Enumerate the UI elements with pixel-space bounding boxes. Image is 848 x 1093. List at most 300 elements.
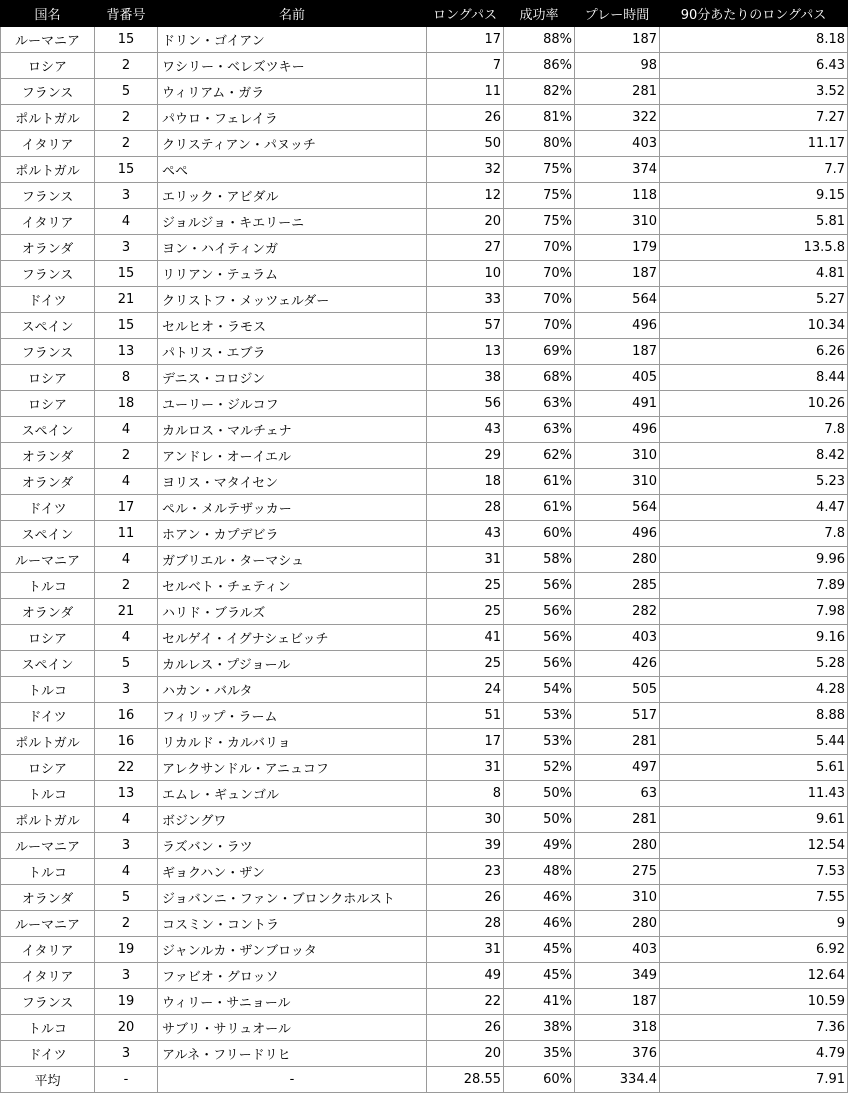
cell-long-passes-per-90: 5.27 [660,287,848,313]
cell-long-passes: 13 [427,339,504,365]
cell-play-time: 497 [575,755,660,781]
cell-country: ロシア [1,391,95,417]
cell-number: 3 [95,833,158,859]
cell-long-passes-per-90: 10.59 [660,989,848,1015]
cell-number: 21 [95,599,158,625]
cell-success-rate: 75% [504,157,575,183]
cell-long-passes: 26 [427,885,504,911]
average-name: - [158,1067,427,1093]
cell-country: ルーマニア [1,27,95,53]
average-label: 平均 [1,1067,95,1093]
table-row [1,547,848,573]
cell-long-passes: 25 [427,651,504,677]
cell-play-time: 98 [575,53,660,79]
cell-name: エリック・アビダル [158,183,427,209]
cell-play-time: 505 [575,677,660,703]
cell-country: オランダ [1,885,95,911]
cell-name: ウィリー・サニョール [158,989,427,1015]
cell-name: エムレ・ギュンゴル [158,781,427,807]
cell-long-passes: 17 [427,729,504,755]
cell-play-time: 187 [575,339,660,365]
cell-name: クリストフ・メッツェルダー [158,287,427,313]
cell-success-rate: 49% [504,833,575,859]
cell-number: 2 [95,105,158,131]
cell-long-passes-per-90: 11.17 [660,131,848,157]
cell-country: スペイン [1,521,95,547]
cell-success-rate: 63% [504,417,575,443]
cell-success-rate: 62% [504,443,575,469]
cell-number: 3 [95,1041,158,1067]
header-long-passes-per-90: 90分あたりのロングパス [660,1,848,27]
cell-number: 19 [95,989,158,1015]
cell-play-time: 280 [575,911,660,937]
table-row [1,27,848,53]
cell-name: ホアン・カプデビラ [158,521,427,547]
cell-success-rate: 70% [504,313,575,339]
cell-country: イタリア [1,209,95,235]
table-row [1,625,848,651]
cell-play-time: 349 [575,963,660,989]
cell-number: 17 [95,495,158,521]
cell-name: ガブリエル・ターマシュ [158,547,427,573]
cell-long-passes: 11 [427,79,504,105]
header-number: 背番号 [95,1,158,27]
cell-success-rate: 56% [504,625,575,651]
cell-name: コスミン・コントラ [158,911,427,937]
cell-play-time: 496 [575,521,660,547]
table-row [1,131,848,157]
table-row [1,313,848,339]
table-row [1,729,848,755]
cell-long-passes: 27 [427,235,504,261]
cell-number: 16 [95,729,158,755]
cell-play-time: 310 [575,209,660,235]
table-row [1,833,848,859]
cell-long-passes-per-90: 11.43 [660,781,848,807]
cell-long-passes: 20 [427,1041,504,1067]
cell-success-rate: 41% [504,989,575,1015]
cell-name: ギョクハン・ザン [158,859,427,885]
cell-name: ペペ [158,157,427,183]
cell-long-passes-per-90: 5.23 [660,469,848,495]
cell-success-rate: 45% [504,963,575,989]
cell-name: セルヒオ・ラモス [158,313,427,339]
cell-long-passes-per-90: 9.61 [660,807,848,833]
cell-success-rate: 60% [504,521,575,547]
cell-long-passes: 57 [427,313,504,339]
table-row [1,573,848,599]
cell-long-passes-per-90: 7.53 [660,859,848,885]
table-row [1,391,848,417]
cell-name: リリアン・テュラム [158,261,427,287]
table-row [1,469,848,495]
cell-number: 8 [95,365,158,391]
cell-long-passes: 26 [427,105,504,131]
cell-long-passes-per-90: 9.16 [660,625,848,651]
cell-long-passes-per-90: 8.88 [660,703,848,729]
cell-long-passes: 17 [427,27,504,53]
cell-success-rate: 70% [504,235,575,261]
cell-long-passes: 25 [427,573,504,599]
cell-long-passes: 26 [427,1015,504,1041]
cell-number: 3 [95,183,158,209]
cell-play-time: 187 [575,27,660,53]
cell-name: セルゲイ・イグナシェビッチ [158,625,427,651]
cell-success-rate: 50% [504,807,575,833]
cell-country: ポルトガル [1,105,95,131]
cell-long-passes: 31 [427,937,504,963]
table-row [1,521,848,547]
cell-long-passes: 43 [427,417,504,443]
cell-success-rate: 75% [504,183,575,209]
cell-country: ポルトガル [1,157,95,183]
cell-success-rate: 58% [504,547,575,573]
cell-name: クリスティアン・パヌッチ [158,131,427,157]
cell-country: ドイツ [1,495,95,521]
cell-long-passes: 31 [427,755,504,781]
cell-long-passes: 20 [427,209,504,235]
cell-name: デニス・コロジン [158,365,427,391]
cell-long-passes: 32 [427,157,504,183]
cell-long-passes: 10 [427,261,504,287]
cell-success-rate: 46% [504,885,575,911]
cell-success-rate: 35% [504,1041,575,1067]
cell-country: ドイツ [1,1041,95,1067]
table-row [1,79,848,105]
cell-country: イタリア [1,131,95,157]
cell-play-time: 179 [575,235,660,261]
cell-success-rate: 56% [504,573,575,599]
cell-long-passes-per-90: 7.7 [660,157,848,183]
table-row [1,183,848,209]
table-row [1,365,848,391]
cell-play-time: 281 [575,79,660,105]
cell-success-rate: 69% [504,339,575,365]
cell-name: パトリス・エブラ [158,339,427,365]
cell-play-time: 310 [575,443,660,469]
cell-number: 2 [95,131,158,157]
cell-number: 5 [95,651,158,677]
cell-long-passes-per-90: 7.55 [660,885,848,911]
cell-long-passes-per-90: 10.26 [660,391,848,417]
cell-number: 15 [95,27,158,53]
cell-name: アンドレ・オーイエル [158,443,427,469]
cell-long-passes-per-90: 4.79 [660,1041,848,1067]
cell-success-rate: 61% [504,495,575,521]
cell-success-rate: 54% [504,677,575,703]
cell-country: トルコ [1,573,95,599]
cell-long-passes-per-90: 7.27 [660,105,848,131]
cell-long-passes-per-90: 9.96 [660,547,848,573]
table-row [1,807,848,833]
cell-long-passes-per-90: 5.28 [660,651,848,677]
header-row [1,1,848,27]
cell-number: 13 [95,339,158,365]
cell-long-passes: 30 [427,807,504,833]
table-row [1,157,848,183]
cell-play-time: 280 [575,547,660,573]
cell-play-time: 403 [575,937,660,963]
cell-name: ヨリス・マタイセン [158,469,427,495]
cell-long-passes: 22 [427,989,504,1015]
cell-country: ロシア [1,53,95,79]
cell-country: イタリア [1,937,95,963]
cell-success-rate: 48% [504,859,575,885]
cell-country: ロシア [1,365,95,391]
cell-long-passes-per-90: 8.18 [660,27,848,53]
cell-play-time: 318 [575,1015,660,1041]
cell-success-rate: 46% [504,911,575,937]
average-long-passes-per-90: 7.91 [660,1067,848,1093]
cell-number: 3 [95,235,158,261]
cell-success-rate: 56% [504,599,575,625]
cell-long-passes-per-90: 4.81 [660,261,848,287]
cell-long-passes: 39 [427,833,504,859]
cell-country: スペイン [1,417,95,443]
table-row [1,1015,848,1041]
cell-long-passes: 29 [427,443,504,469]
cell-name: ウィリアム・ガラ [158,79,427,105]
cell-name: セルベト・チェティン [158,573,427,599]
table-row [1,209,848,235]
table-row [1,53,848,79]
cell-number: 16 [95,703,158,729]
cell-number: 4 [95,859,158,885]
cell-long-passes: 28 [427,911,504,937]
cell-long-passes-per-90: 13.5.8 [660,235,848,261]
cell-long-passes-per-90: 7.89 [660,573,848,599]
cell-long-passes-per-90: 12.64 [660,963,848,989]
average-number: - [95,1067,158,1093]
cell-play-time: 496 [575,313,660,339]
cell-long-passes-per-90: 7.8 [660,417,848,443]
table-row [1,599,848,625]
cell-number: 5 [95,79,158,105]
cell-play-time: 405 [575,365,660,391]
cell-name: ヨン・ハイティンガ [158,235,427,261]
cell-country: フランス [1,339,95,365]
table-row [1,1041,848,1067]
table-row [1,963,848,989]
cell-success-rate: 38% [504,1015,575,1041]
cell-long-passes: 25 [427,599,504,625]
cell-play-time: 281 [575,729,660,755]
cell-play-time: 517 [575,703,660,729]
cell-number: 4 [95,209,158,235]
cell-name: ジョルジョ・キエリーニ [158,209,427,235]
cell-play-time: 322 [575,105,660,131]
cell-success-rate: 86% [504,53,575,79]
cell-name: ジョバンニ・ファン・ブロンクホルスト [158,885,427,911]
cell-play-time: 281 [575,807,660,833]
table-row [1,417,848,443]
cell-country: トルコ [1,781,95,807]
cell-long-passes: 51 [427,703,504,729]
header-name: 名前 [158,1,427,27]
cell-play-time: 374 [575,157,660,183]
cell-play-time: 63 [575,781,660,807]
cell-country: オランダ [1,235,95,261]
cell-play-time: 275 [575,859,660,885]
cell-number: 21 [95,287,158,313]
cell-name: カルロス・マルチェナ [158,417,427,443]
cell-long-passes-per-90: 12.54 [660,833,848,859]
cell-number: 2 [95,911,158,937]
cell-long-passes: 8 [427,781,504,807]
cell-long-passes: 33 [427,287,504,313]
cell-success-rate: 53% [504,703,575,729]
cell-number: 4 [95,547,158,573]
cell-country: トルコ [1,859,95,885]
cell-long-passes: 43 [427,521,504,547]
cell-play-time: 564 [575,287,660,313]
cell-country: ドイツ [1,703,95,729]
cell-name: ボジングワ [158,807,427,833]
cell-long-passes: 12 [427,183,504,209]
cell-country: ドイツ [1,287,95,313]
cell-number: 11 [95,521,158,547]
cell-country: ルーマニア [1,833,95,859]
table-row [1,235,848,261]
cell-number: 15 [95,157,158,183]
cell-name: カルレス・プジョール [158,651,427,677]
cell-country: ロシア [1,625,95,651]
cell-play-time: 403 [575,625,660,651]
cell-long-passes: 50 [427,131,504,157]
cell-country: ルーマニア [1,911,95,937]
cell-long-passes: 31 [427,547,504,573]
cell-success-rate: 82% [504,79,575,105]
table-row [1,859,848,885]
cell-long-passes: 41 [427,625,504,651]
cell-number: 2 [95,573,158,599]
cell-number: 18 [95,391,158,417]
header-long-passes: ロングパス [427,1,504,27]
cell-name: ペル・メルテザッカー [158,495,427,521]
cell-long-passes-per-90: 6.26 [660,339,848,365]
cell-number: 2 [95,53,158,79]
table-row [1,755,848,781]
cell-success-rate: 80% [504,131,575,157]
cell-name: リカルド・カルバリョ [158,729,427,755]
cell-number: 4 [95,625,158,651]
cell-long-passes: 23 [427,859,504,885]
cell-country: ロシア [1,755,95,781]
cell-number: 4 [95,807,158,833]
average-play-time: 334.4 [575,1067,660,1093]
cell-play-time: 285 [575,573,660,599]
cell-play-time: 310 [575,885,660,911]
cell-long-passes-per-90: 8.44 [660,365,848,391]
header-play-time: プレー時間 [575,1,660,27]
cell-long-passes: 28 [427,495,504,521]
cell-long-passes: 49 [427,963,504,989]
table-row [1,443,848,469]
cell-long-passes-per-90: 9 [660,911,848,937]
cell-country: スペイン [1,313,95,339]
header-success-rate: 成功率 [504,1,575,27]
cell-name: ジャンルカ・ザンブロッタ [158,937,427,963]
cell-number: 2 [95,443,158,469]
cell-long-passes: 18 [427,469,504,495]
cell-long-passes-per-90: 7.36 [660,1015,848,1041]
cell-success-rate: 75% [504,209,575,235]
cell-name: ハカン・バルタ [158,677,427,703]
cell-play-time: 187 [575,989,660,1015]
cell-play-time: 426 [575,651,660,677]
table-row [1,677,848,703]
table-row [1,989,848,1015]
table-row [1,261,848,287]
cell-country: フランス [1,79,95,105]
cell-country: フランス [1,989,95,1015]
cell-success-rate: 68% [504,365,575,391]
cell-country: イタリア [1,963,95,989]
cell-play-time: 496 [575,417,660,443]
cell-name: フィリップ・ラーム [158,703,427,729]
table-row [1,287,848,313]
table-row [1,937,848,963]
cell-name: ドリン・ゴイアン [158,27,427,53]
cell-long-passes-per-90: 5.81 [660,209,848,235]
table-row [1,703,848,729]
cell-long-passes: 7 [427,53,504,79]
cell-success-rate: 63% [504,391,575,417]
cell-number: 4 [95,417,158,443]
average-long-passes: 28.55 [427,1067,504,1093]
cell-success-rate: 70% [504,261,575,287]
cell-country: ポルトガル [1,807,95,833]
cell-success-rate: 70% [504,287,575,313]
cell-long-passes-per-90: 3.52 [660,79,848,105]
cell-number: 22 [95,755,158,781]
cell-country: トルコ [1,1015,95,1041]
cell-number: 3 [95,677,158,703]
cell-number: 15 [95,261,158,287]
cell-number: 13 [95,781,158,807]
average-success-rate: 60% [504,1067,575,1093]
table-row [1,495,848,521]
cell-country: オランダ [1,599,95,625]
cell-long-passes-per-90: 6.43 [660,53,848,79]
cell-play-time: 403 [575,131,660,157]
cell-play-time: 376 [575,1041,660,1067]
cell-success-rate: 56% [504,651,575,677]
cell-number: 15 [95,313,158,339]
cell-name: パウロ・フェレイラ [158,105,427,131]
table-row [1,885,848,911]
cell-country: ポルトガル [1,729,95,755]
cell-number: 20 [95,1015,158,1041]
cell-name: ユーリー・ジルコフ [158,391,427,417]
cell-country: オランダ [1,443,95,469]
cell-play-time: 564 [575,495,660,521]
cell-play-time: 280 [575,833,660,859]
cell-country: フランス [1,261,95,287]
cell-number: 5 [95,885,158,911]
cell-name: アレクサンドル・アニュコフ [158,755,427,781]
cell-success-rate: 53% [504,729,575,755]
cell-long-passes-per-90: 7.8 [660,521,848,547]
cell-country: フランス [1,183,95,209]
cell-number: 4 [95,469,158,495]
cell-country: ルーマニア [1,547,95,573]
cell-name: ラズバン・ラツ [158,833,427,859]
cell-play-time: 118 [575,183,660,209]
cell-play-time: 282 [575,599,660,625]
cell-long-passes-per-90: 5.44 [660,729,848,755]
cell-long-passes: 56 [427,391,504,417]
